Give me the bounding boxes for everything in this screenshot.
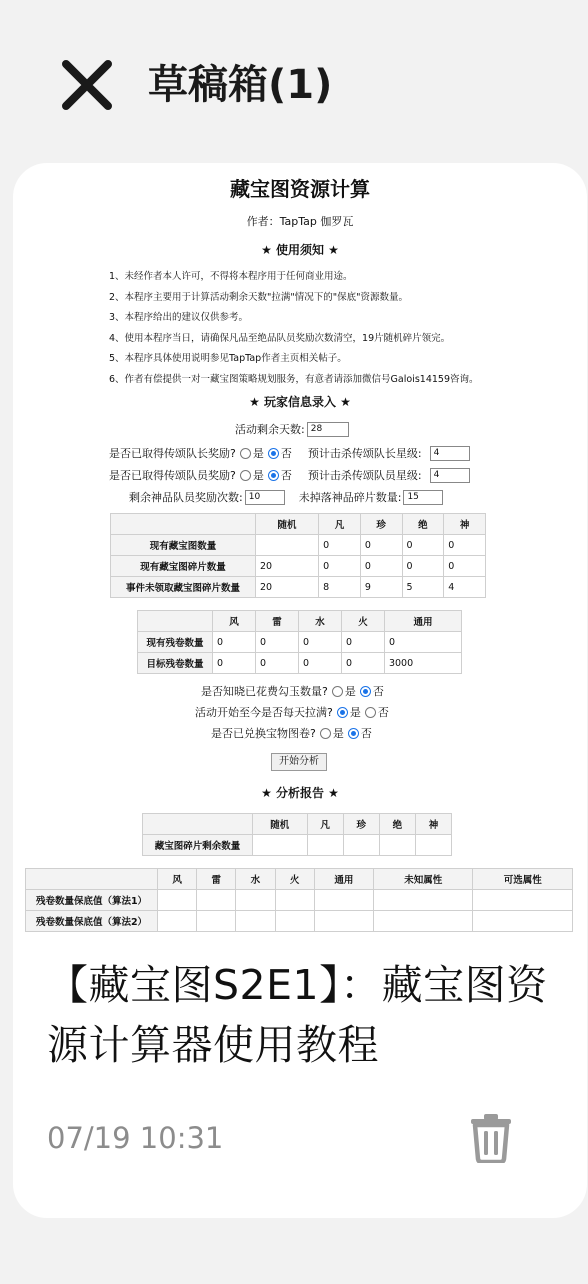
close-button[interactable]: [58, 56, 116, 114]
radio-icon: [320, 728, 331, 739]
column-header: 随机: [256, 514, 319, 535]
table-cell: 8: [319, 577, 361, 598]
table-cell: [473, 890, 573, 911]
no-label: 否: [280, 469, 292, 482]
table-cell: 0: [255, 653, 298, 674]
member-stars-label: 预计击杀传颂队员星级:: [307, 469, 422, 482]
table-header-row: [26, 869, 573, 890]
table-cell: 0: [341, 653, 384, 674]
column-header: 雷: [197, 869, 236, 890]
table-cell: 9: [360, 577, 402, 598]
q2-label: 活动开始至今是否每天拉满?: [195, 706, 333, 719]
yes-label: 是: [252, 469, 264, 482]
q2-row: [195, 704, 389, 720]
yes-label: 是: [344, 685, 356, 698]
table-cell: 0: [360, 535, 402, 556]
rule-item: 1、未经作者本人许可，不得将本程序用于任何商业用途。: [109, 271, 353, 282]
rule-item: 6、作者有偿提供一对一藏宝图策略规划服务，有意者请添加微信号Galois14159咨询。: [109, 373, 479, 385]
radio-icon: [365, 707, 376, 718]
table-cell: 0: [319, 556, 361, 577]
table-cell: [343, 835, 379, 856]
table-cell: [415, 835, 451, 856]
table-cell: [275, 911, 314, 932]
q3-label: 是否已兑换宝物图卷?: [211, 727, 316, 740]
no-label: 否: [372, 685, 384, 698]
table-cell: [314, 911, 373, 932]
radio-checked-icon: [268, 470, 279, 481]
table-cell: 4: [444, 577, 486, 598]
table-cell: 0: [444, 535, 486, 556]
table-cell: 3000: [384, 653, 461, 674]
table-cell: 0: [341, 632, 384, 653]
table-corner: [143, 814, 253, 835]
remaining-label: 剩余神品队员奖励次数:: [129, 491, 243, 504]
table-row: [138, 632, 462, 653]
table-row: [143, 835, 452, 856]
table-cell: 0: [213, 632, 256, 653]
draft-date: 07/19 10:31: [47, 1121, 224, 1155]
table-row: [26, 890, 573, 911]
close-icon: [58, 56, 116, 114]
table-row: [138, 653, 462, 674]
table-cell: [373, 911, 472, 932]
table-cell: 0: [360, 556, 402, 577]
table-row: [111, 556, 486, 577]
delete-draft-button[interactable]: [469, 1113, 513, 1163]
no-label: 否: [360, 727, 372, 740]
column-header: 凡: [319, 514, 361, 535]
column-header: 凡: [307, 814, 343, 835]
rule-item: 4、使用本程序当日，请确保凡品至绝品队员奖励次数清空，19片随机碎片领完。: [109, 332, 451, 344]
draft-card[interactable]: [13, 163, 587, 1218]
table-header-row: [138, 611, 462, 632]
table-cell: 0: [298, 632, 341, 653]
q1-label: 是否知晓已花费勾玉数量?: [201, 685, 328, 698]
column-header: 火: [275, 869, 314, 890]
column-header: 神: [444, 514, 486, 535]
column-header: 水: [298, 611, 341, 632]
table-cell: 0: [402, 556, 444, 577]
yes-label: 是: [252, 447, 264, 460]
captain-stars-label: 预计击杀传颂队长星级:: [307, 447, 422, 460]
scroll-table: [137, 610, 462, 674]
table-row: [111, 577, 486, 598]
column-header: 神: [415, 814, 451, 835]
rules-list: [109, 267, 479, 390]
table-cell: [256, 535, 319, 556]
yes-label: 是: [349, 706, 361, 719]
q1-row: [201, 683, 384, 699]
column-header: 可选属性: [473, 869, 573, 890]
row-label: 现有残卷数量: [138, 632, 213, 653]
table-cell: 5: [402, 577, 444, 598]
table-cell: [158, 911, 197, 932]
draft-title[interactable]: 【藏宝图S2E1】：藏宝图资源计算器使用教程: [47, 961, 548, 1069]
table-cell: [253, 835, 308, 856]
table-cell: [379, 835, 415, 856]
radio-checked-icon: [337, 707, 348, 718]
remaining-input: 10: [245, 490, 285, 505]
table-cell: [373, 890, 472, 911]
captain-row: [109, 445, 470, 461]
table-corner: [26, 869, 158, 890]
table-header-row: [143, 814, 452, 835]
days-label: 活动剩余天数:: [235, 423, 305, 436]
table-cell: [473, 911, 573, 932]
player-info-heading: ★ 玩家信息录入 ★: [249, 395, 351, 409]
undropped-input: 15: [403, 490, 443, 505]
member-row: [109, 467, 470, 483]
radio-icon: [240, 470, 251, 481]
column-header: 风: [158, 869, 197, 890]
member-label: 是否已取得传颂队员奖励?: [109, 469, 236, 482]
column-header: 随机: [253, 814, 308, 835]
top-bar: [0, 0, 588, 170]
preview-author: 作者：TapTap 伽罗瓦: [246, 215, 354, 228]
table-cell: [197, 911, 236, 932]
radio-checked-icon: [360, 686, 371, 697]
floor-table: [25, 868, 573, 932]
table-cell: 0: [444, 556, 486, 577]
table-corner: [111, 514, 256, 535]
row-label: 残卷数量保底值（算法2）: [26, 911, 158, 932]
column-header: 通用: [384, 611, 461, 632]
table-cell: 0: [213, 653, 256, 674]
table-corner: [138, 611, 213, 632]
column-header: 绝: [402, 514, 444, 535]
row-label: 现有藏宝图数量: [111, 535, 256, 556]
table-cell: [307, 835, 343, 856]
table-cell: [197, 890, 236, 911]
row-label: 藏宝图碎片剩余数量: [143, 835, 253, 856]
rule-item: 5、本程序具体使用说明参见TapTap作者主页相关帖子。: [109, 353, 347, 364]
usage-heading: ★ 使用须知 ★: [261, 243, 339, 257]
radio-icon: [332, 686, 343, 697]
table-header-row: [111, 514, 486, 535]
rule-item: 3、本程序给出的建议仅供参考。: [109, 312, 249, 323]
table-cell: 0: [384, 632, 461, 653]
no-label: 否: [280, 447, 292, 460]
q3-row: [211, 725, 372, 741]
no-label: 否: [377, 706, 389, 719]
row-label: 目标残卷数量: [138, 653, 213, 674]
column-header: 珍: [343, 814, 379, 835]
table-cell: [236, 890, 275, 911]
table-cell: 20: [256, 577, 319, 598]
radio-checked-icon: [268, 448, 279, 459]
report-table: [142, 813, 452, 856]
row-label: 残卷数量保底值（算法1）: [26, 890, 158, 911]
column-header: 火: [341, 611, 384, 632]
table-cell: 0: [298, 653, 341, 674]
column-header: 水: [236, 869, 275, 890]
column-header: 未知属性: [373, 869, 472, 890]
table-row: [26, 911, 573, 932]
trash-icon: [469, 1113, 513, 1163]
remaining-row: [129, 489, 443, 505]
radio-icon: [240, 448, 251, 459]
column-header: 绝: [379, 814, 415, 835]
column-header: 风: [213, 611, 256, 632]
column-header: 雷: [255, 611, 298, 632]
days-input: 28: [307, 422, 349, 437]
column-header: 通用: [314, 869, 373, 890]
undropped-label: 未掉落神品碎片数量:: [298, 491, 402, 504]
table-cell: [236, 911, 275, 932]
table-cell: [275, 890, 314, 911]
radio-checked-icon: [348, 728, 359, 739]
table-cell: 0: [402, 535, 444, 556]
map-table: [110, 513, 486, 598]
draft-preview-image: [13, 163, 587, 933]
table-row: [111, 535, 486, 556]
captain-stars-input: 4: [430, 446, 470, 461]
rule-item: 2、本程序主要用于计算活动剩余天数"拉满"情况下的"保底"资源数量。: [109, 291, 409, 303]
table-cell: [314, 890, 373, 911]
report-heading: ★ 分析报告 ★: [261, 786, 339, 800]
captain-label: 是否已取得传颂队长奖励?: [109, 447, 236, 460]
table-cell: [158, 890, 197, 911]
start-analysis-button: 开始分析: [271, 753, 327, 771]
page-title: 草稿箱(1): [148, 62, 333, 108]
days-row: [235, 421, 349, 437]
yes-label: 是: [332, 727, 344, 740]
preview-title: 藏宝图资源计算: [230, 177, 370, 201]
row-label: 现有藏宝图碎片数量: [111, 556, 256, 577]
row-label: 事件未领取藏宝图碎片数量: [111, 577, 256, 598]
table-cell: 20: [256, 556, 319, 577]
table-cell: 0: [255, 632, 298, 653]
table-cell: 0: [319, 535, 361, 556]
member-stars-input: 4: [430, 468, 470, 483]
column-header: 珍: [360, 514, 402, 535]
